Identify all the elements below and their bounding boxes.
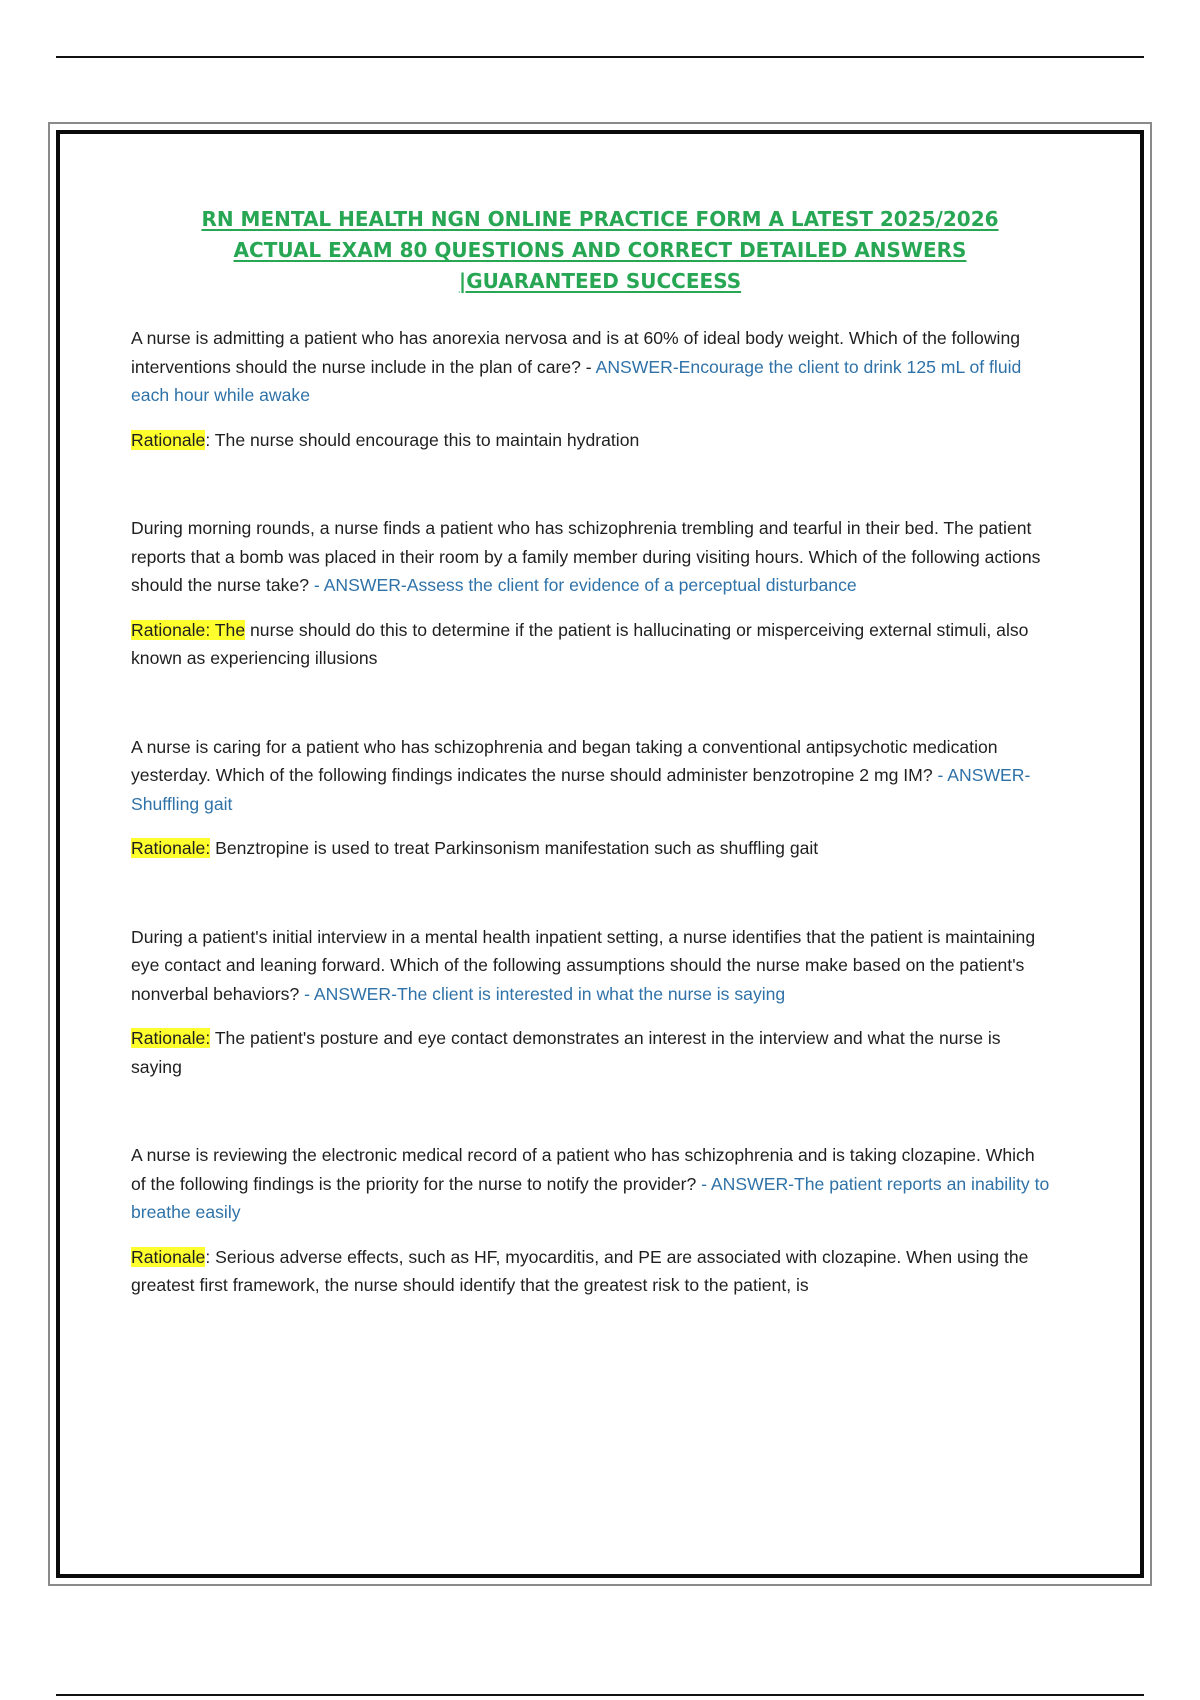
question-text (131, 733, 1051, 819)
answer-2: - ANSWER-Assess the client for evidence of a perceptual disturbance (313, 575, 857, 595)
spacer (131, 1081, 1051, 1141)
qa-item-5 (131, 1141, 1051, 1300)
rationale-text (131, 616, 1051, 673)
answer-4: - ANSWER-The client is interested in what the nurse is saying (304, 983, 786, 1004)
spacer (131, 673, 1051, 733)
page-frame (48, 122, 1152, 1586)
qa-item-2 (131, 514, 1051, 673)
question-text (131, 1141, 1051, 1227)
rationale-label-5: Rationale (131, 1246, 206, 1267)
rationale-label-3: Rationale: (131, 838, 211, 858)
top-rule (56, 56, 1144, 58)
qa-item-1 (131, 324, 1051, 454)
answer-1: ANSWER-Encourage the client to drink 125 mL of fluid each hour while awake (131, 356, 1022, 405)
question-4: During a patient's initial interview in a mental health inpatient setting, a nurse identifies that the patient is maintaining eye contact and leaning forward. Which of the following assumptions should the nurse make based on the patient's nonverbal behaviors? (131, 926, 1036, 1004)
rationale-text (131, 1024, 1051, 1081)
question-3: A nurse is caring for a patient who has schizophrenia and began taking a conventional antipsychotic medication yesterday. Which of the following findings indicates the nurse should administer benzotropine 2 mg IM? (131, 736, 998, 785)
rationale-5: : Serious adverse effects, such as HF, myocarditis, and PE are associated with clozapine. When using the greatest first framework, the nurse should identify that the greatest risk to the patient, is (131, 1246, 1029, 1295)
bottom-rule (56, 1694, 1144, 1696)
rationale-4: The patient's posture and eye contact demonstrates an interest in the interview and what the nurse is saying (131, 1028, 1001, 1077)
document-title (50, 204, 1150, 297)
rationale-2: nurse should do this to determine if the patient is hallucinating or misperceiving external stimuli, also known as experiencing illusions (131, 619, 1029, 668)
question-text (131, 324, 1051, 410)
rationale-text (131, 834, 1051, 863)
question-text (131, 514, 1051, 600)
qa-item-3 (131, 733, 1051, 863)
rationale-text (131, 1243, 1051, 1300)
question-5: A nurse is reviewing the electronic medical record of a patient who has schizophrenia and is taking clozapine. Which of the following findings is the priority for the nurse to notify the provider? (131, 1145, 1035, 1194)
spacer (131, 454, 1051, 514)
answer-3: - ANSWER-Shuffling gait (131, 765, 1031, 814)
rationale-label-1: Rationale (131, 429, 206, 450)
rationale-text (131, 426, 1051, 455)
rationale-1: : The nurse should encourage this to maintain hydration (205, 429, 640, 450)
question-2: During morning rounds, a nurse finds a patient who has schizophrenia trembling and tearful in their bed. The patient reports that a bomb was placed in their room by a family member during visiting hours. Which of the following actions should the nurse take? (131, 518, 1041, 595)
title-line-3: |GUARANTEED SUCCEESS (458, 269, 742, 293)
spacer (131, 863, 1051, 923)
title-line-1: RN MENTAL HEALTH NGN ONLINE PRACTICE FORM A LATEST 2025/2026 (201, 207, 999, 231)
rationale-3: Benztropine is used to treat Parkinsonism manifestation such as shuffling gait (215, 838, 819, 858)
title-line-2: ACTUAL EXAM 80 QUESTIONS AND CORRECT DETAILED ANSWERS (233, 238, 967, 262)
rationale-label-2: Rationale: The (131, 619, 246, 640)
question-1: A nurse is admitting a patient who has anorexia nervosa and is at 60% of ideal body weight. Which of the following interventions should the nurse include in the plan of care? - (131, 328, 1021, 377)
qa-content (131, 324, 1051, 1300)
rationale-label-4: Rationale: (131, 1028, 211, 1048)
question-text (131, 923, 1051, 1009)
answer-5: - ANSWER-The patient reports an inability to breathe easily (131, 1173, 1050, 1222)
qa-item-4 (131, 923, 1051, 1082)
